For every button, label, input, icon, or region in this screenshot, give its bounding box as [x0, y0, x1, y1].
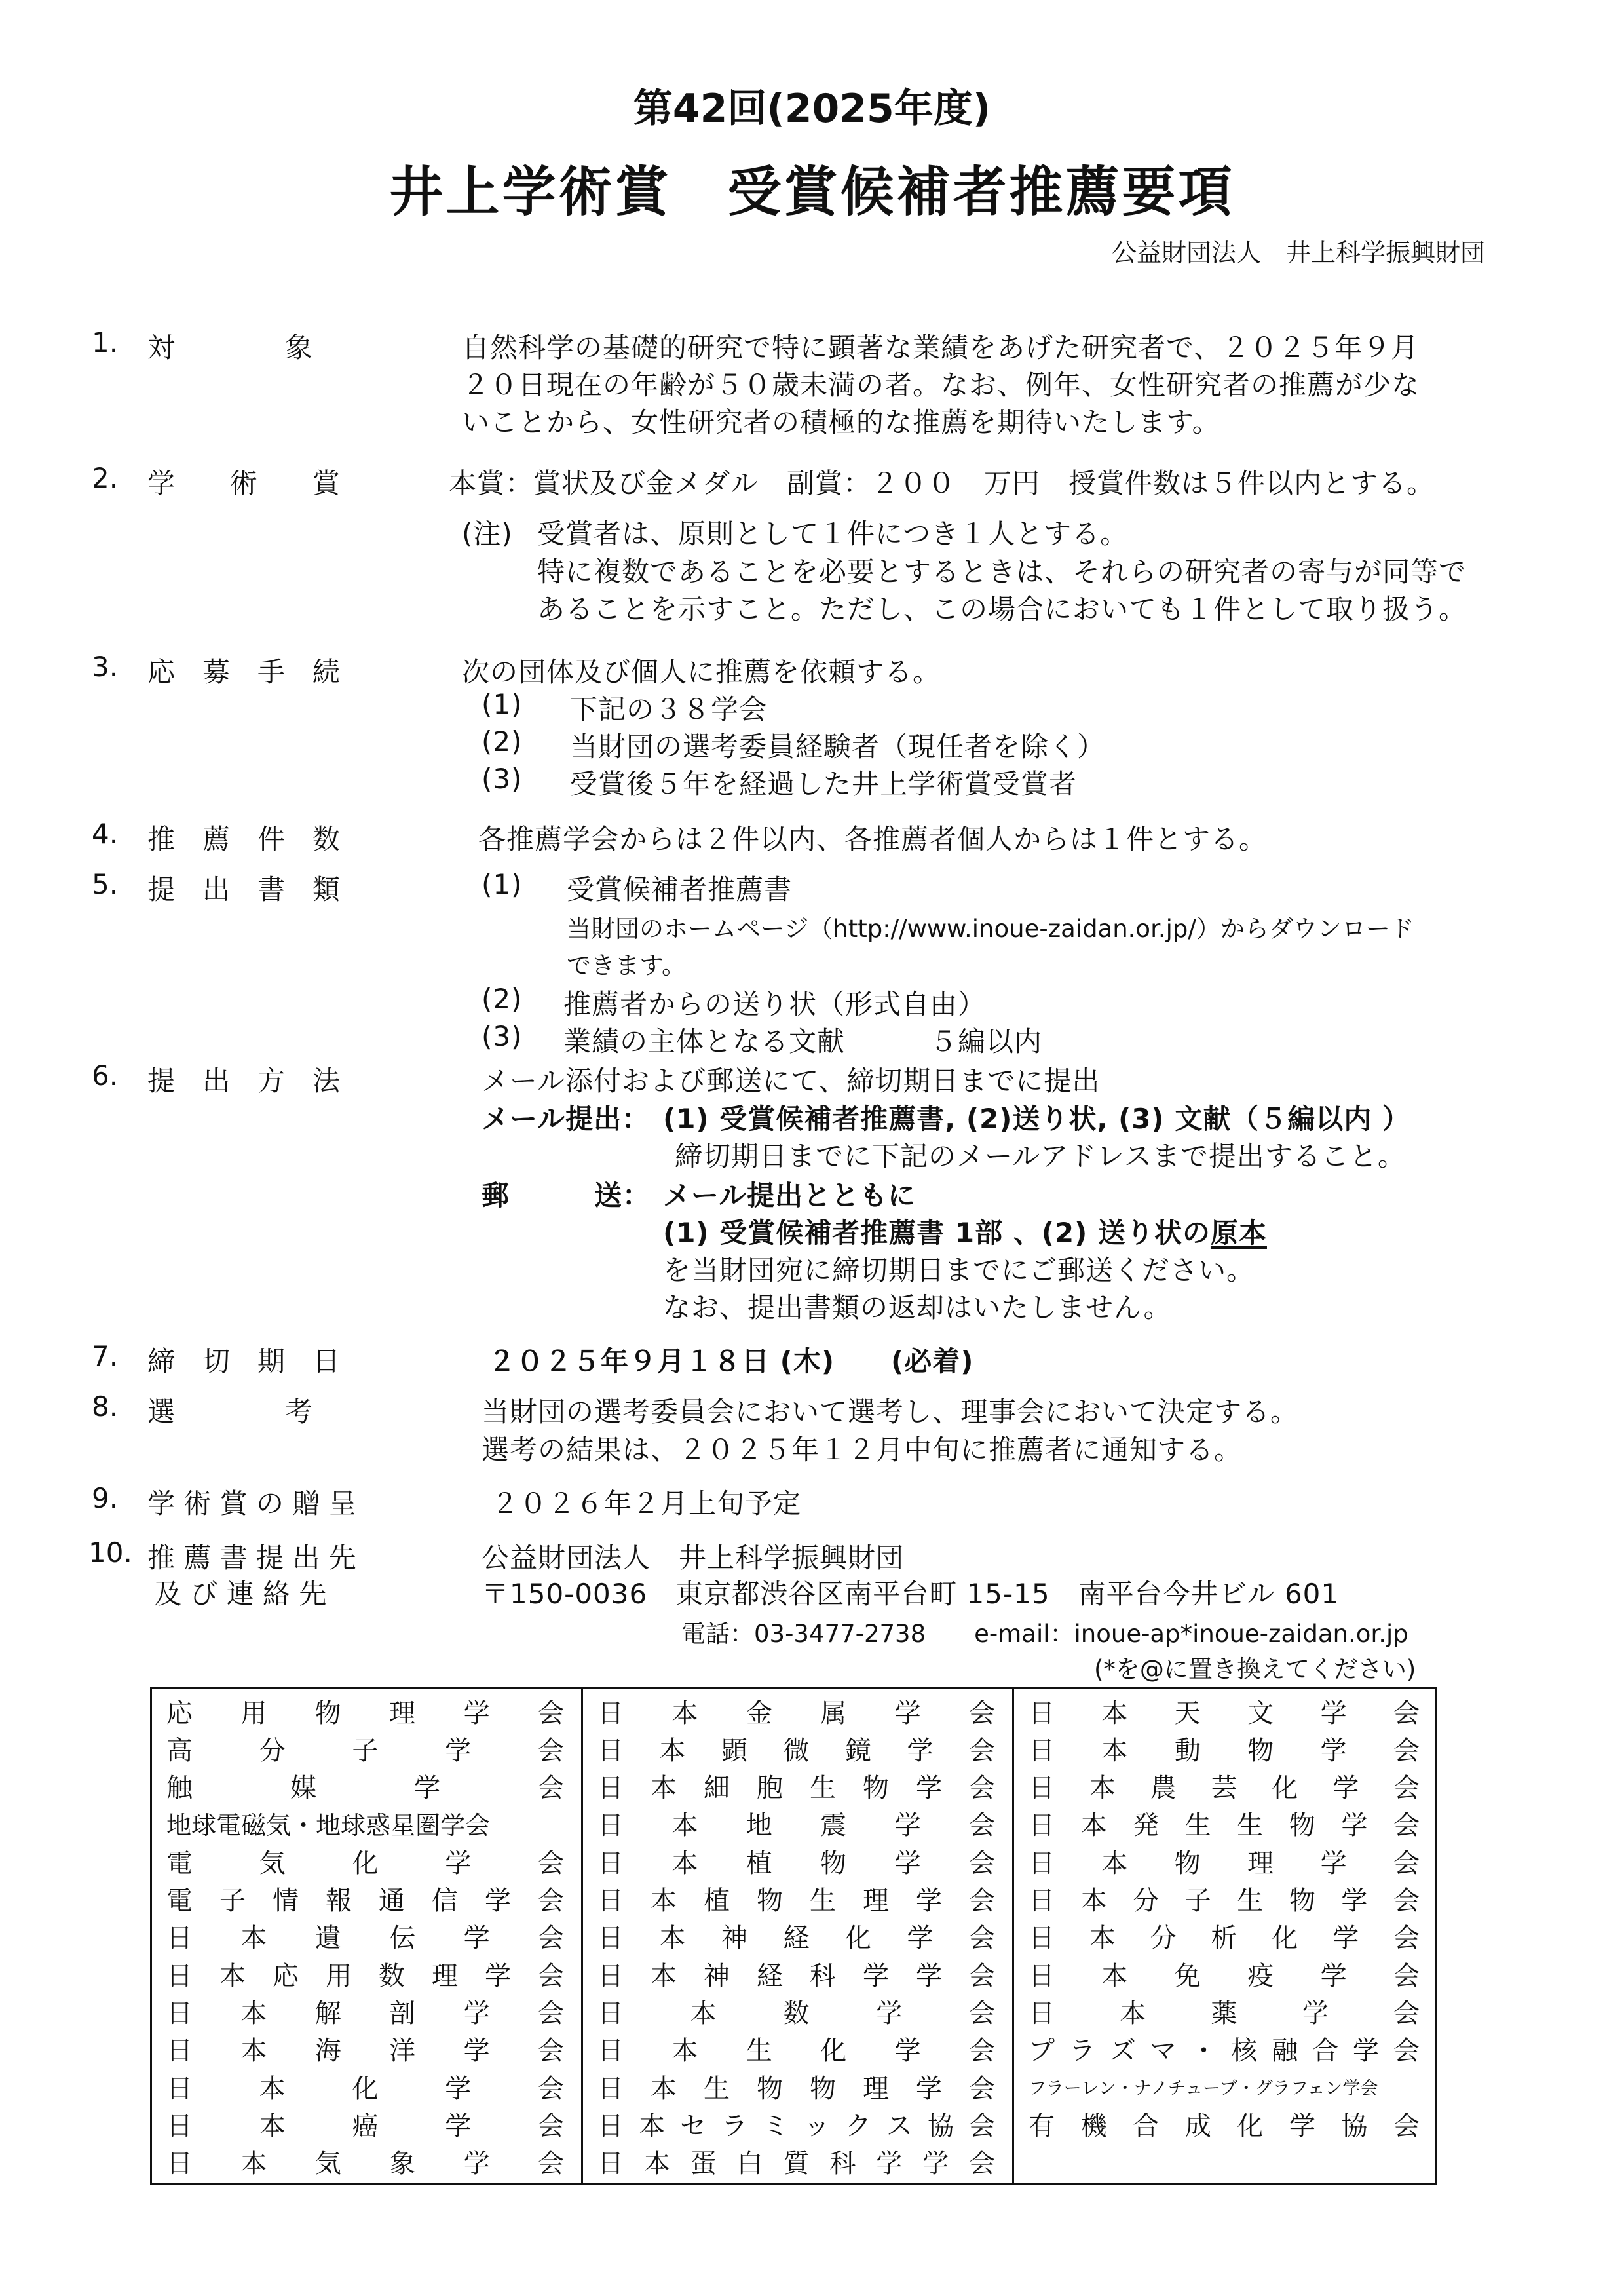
section-2-number: 2.: [92, 462, 119, 494]
society-item: 日 本 動 物 学 会: [1029, 1735, 1420, 1766]
society-item: 日 本 セ ラ ミ ッ ク ス 協 会: [597, 2111, 995, 2141]
section-2-note-3: あることを示すこと。ただし、この場合においても１件として取り扱う。: [537, 593, 1467, 625]
society-item: 日 本 応 用 数 理 学 会: [166, 1961, 564, 1991]
edition-title: 第42回(2025年度): [633, 86, 991, 132]
section-5-item-1-url-line-2: できます。: [567, 951, 687, 980]
society-item: 日 本 生 物 物 理 学 会: [597, 2073, 995, 2104]
society-item: 日 本 発 生 生 物 学 会: [1029, 1810, 1420, 1841]
society-item: 日 本 生 化 学 会: [597, 2036, 995, 2067]
society-item: 高 分 子 学 会: [166, 1735, 564, 1766]
society-item: 日 本 農 芸 化 学 会: [1029, 1773, 1420, 1804]
society-item: 日 本 神 経 化 学 会: [597, 1923, 995, 1954]
section-6-post-line-1: メール提出とともに: [663, 1179, 916, 1212]
society-item: 日 本 海 洋 学 会: [166, 2036, 564, 2067]
section-4-text: 各推薦学会からは２件以内、各推薦者個人からは１件とする。: [478, 823, 1268, 855]
section-6-post-line-2: [663, 1212, 1267, 1251]
society-item: 日 本 植 物 学 会: [597, 1848, 995, 1879]
section-3-item-2-mark: (2): [482, 725, 523, 757]
section-10-org: 公益財団法人 井上科学振興財団: [482, 1542, 905, 1574]
society-item: 触 媒 学 会: [166, 1773, 564, 1804]
society-item: 日 本 顕 微 鏡 学 会: [597, 1735, 995, 1766]
section-5-item-3: 業績の主体となる文献 ５編以内: [563, 1025, 1043, 1058]
section-6-original-copy: 原本: [1210, 1217, 1267, 1249]
society-table: [150, 1687, 1437, 2185]
section-7-deadline: ２０２５年９月１８日 (木) (必着): [488, 1345, 974, 1377]
society-column-3: [1014, 1689, 1437, 2183]
society-item: フラーレン・ナノチューブ・グラフェン学会: [1029, 2078, 1378, 2099]
section-1-label: 対 象: [147, 332, 313, 364]
society-item: 日 本 地 震 学 会: [597, 1810, 995, 1841]
section-5-item-1: 受賞候補者推薦書: [567, 873, 793, 906]
section-2-note-mark: (注): [462, 518, 513, 550]
society-item: 日 本 遺 伝 学 会: [166, 1923, 564, 1954]
section-10-contact: 電話：03-3477-2738 e-mail：inoue-ap*inoue-zaidan.or.jp: [681, 1620, 1408, 1648]
section-9-text: ２０２６年２月上旬予定: [491, 1487, 802, 1520]
section-10-label-1: 推 薦 書 提 出 先: [147, 1542, 356, 1574]
section-10-address: 〒150-0036 東京都渋谷区南平台町 15-15 南平台今井ビル 601: [482, 1578, 1340, 1610]
section-5-item-2-mark: (2): [482, 983, 523, 1015]
society-item: 日 本 蛋 白 質 科 学 学 会: [597, 2149, 995, 2179]
section-3-item-2: 当財団の選考委員経験者（現任者を除く）: [570, 731, 1106, 763]
section-6-mail-label: メール提出：: [482, 1103, 651, 1135]
section-10-note: (*を@に置き換えてください): [1094, 1655, 1416, 1683]
section-6-post-line-4: なお、提出書類の返却はいたしません。: [663, 1292, 1172, 1324]
section-6-mail-items: (1) 受賞候補者推薦書, (2)送り状, (3) 文献（５編以内 ）: [663, 1103, 1410, 1135]
section-8-number: 8.: [92, 1390, 119, 1423]
society-item: 日 本 金 属 学 会: [597, 1698, 995, 1729]
section-9-label: 学 術 賞 の 贈 呈: [147, 1487, 356, 1520]
society-item: 日 本 気 象 学 会: [166, 2149, 564, 2179]
society-column-1: [152, 1689, 583, 2183]
society-item: 日 本 天 文 学 会: [1029, 1698, 1420, 1729]
section-5-number: 5.: [92, 868, 119, 900]
section-3-item-3-mark: (3): [482, 763, 523, 795]
society-item: 日 本 化 学 会: [166, 2073, 564, 2104]
society-item: 日 本 植 物 生 理 学 会: [597, 1886, 995, 1916]
section-4-number: 4.: [92, 818, 119, 850]
section-3-item-3: 受賞後５年を経過した井上学術賞受賞者: [570, 768, 1078, 800]
society-item: 電 子 情 報 通 信 学 会: [166, 1886, 564, 1916]
section-3-intro: 次の団体及び個人に推薦を依頼する。: [462, 656, 941, 688]
society-item: 日 本 神 経 科 学 学 会: [597, 1961, 995, 1991]
section-4-label: 推 薦 件 数: [147, 823, 341, 855]
society-item: 日 本 分 子 生 物 学 会: [1029, 1886, 1420, 1916]
section-2-main: 本賞：賞状及び金メダル 副賞：２００ 万円 授賞件数は５件以内とする。: [449, 467, 1435, 499]
section-7-number: 7.: [92, 1340, 119, 1372]
society-item: 日 本 免 疫 学 会: [1029, 1961, 1420, 1991]
section-2-note-2: 特に複数であることを必要とするときは、それらの研究者の寄与が同等で: [537, 556, 1467, 588]
society-item: 日 本 物 理 学 会: [1029, 1848, 1420, 1879]
society-item: 日 本 細 胞 生 物 学 会: [597, 1773, 995, 1804]
section-1-line-3: いことから、女性研究者の積極的な推薦を期待いたします。: [462, 406, 1220, 438]
society-item: 日 本 薬 学 会: [1029, 1998, 1420, 2029]
society-item: 日 本 解 剖 学 会: [166, 1998, 564, 2029]
society-item: 地球電磁気・地球惑星圏学会: [166, 1811, 491, 1841]
section-5-item-1-mark: (1): [482, 868, 523, 900]
society-item: 日 本 癌 学 会: [166, 2111, 564, 2141]
section-5-item-2: 推薦者からの送り状（形式自由）: [563, 988, 987, 1020]
section-9-number: 9.: [92, 1482, 119, 1514]
section-3-label: 応 募 手 続: [147, 656, 341, 688]
section-6-post-line-3: を当財団宛に締切期日までにご郵送ください。: [663, 1254, 1255, 1286]
section-2-label: 学 術 賞: [147, 467, 341, 499]
section-1-number: 1.: [92, 326, 119, 358]
section-1-line-2: ２０日現在の年齢が５０歳未満の者。なお、例年、女性研究者の推薦が少な: [462, 369, 1420, 401]
society-item: プ ラ ズ マ ・ 核 融 合 学 会: [1029, 2036, 1420, 2067]
section-6-line-1: メール添付および郵送にて、締切期日までに提出: [482, 1065, 1101, 1097]
section-1-line-1: 自然科学の基礎的研究で特に顕著な業績をあげた研究者で、２０２５年９月: [462, 332, 1420, 364]
society-item: 応 用 物 理 学 会: [166, 1698, 564, 1729]
society-item: 電 気 化 学 会: [166, 1848, 564, 1879]
section-6-mail-note: 締切期日までに下記のメールアドレスまで提出すること。: [675, 1140, 1406, 1172]
section-6-label: 提 出 方 法: [147, 1065, 341, 1097]
society-item: 有 機 合 成 化 学 協 会: [1029, 2111, 1420, 2141]
section-3-item-1: 下記の３８学会: [570, 693, 768, 725]
section-3-item-1-mark: (1): [482, 688, 523, 720]
section-5-item-1-url-line: 当財団のホームページ（http://www.inoue-zaidan.or.jp/）からダウンロード: [567, 915, 1414, 943]
section-3-number: 3.: [92, 651, 119, 683]
issuer: 公益財団法人 井上科学振興財団: [1111, 239, 1485, 267]
section-6-post-label: 郵 送：: [482, 1179, 651, 1212]
section-2-note-1: 受賞者は、原則として１件につき１人とする。: [537, 518, 1129, 550]
section-8-line-1: 当財団の選考委員会において選考し、理事会において決定する。: [482, 1396, 1299, 1428]
section-5-item-3-mark: (3): [482, 1020, 523, 1052]
section-6-number: 6.: [92, 1060, 119, 1092]
society-column-2: [583, 1689, 1014, 2183]
section-7-label: 締 切 期 日: [147, 1345, 341, 1377]
section-5-label: 提 出 書 類: [147, 873, 341, 906]
section-10-label-2: 及 び 連 絡 先: [154, 1578, 327, 1610]
section-6-post-items: (1) 受賞候補者推薦書 1部 、(2) 送り状の: [663, 1217, 1211, 1249]
section-10-number: 10.: [88, 1537, 132, 1569]
document-title: 井上学術賞 受賞候補者推薦要項: [389, 161, 1235, 223]
section-8-label: 選 考: [147, 1396, 313, 1428]
society-item: 日 本 数 学 会: [597, 1998, 995, 2029]
section-8-line-2: 選考の結果は、２０２５年１２月中旬に推薦者に通知する。: [482, 1434, 1243, 1466]
society-item: 日 本 分 析 化 学 会: [1029, 1923, 1420, 1954]
